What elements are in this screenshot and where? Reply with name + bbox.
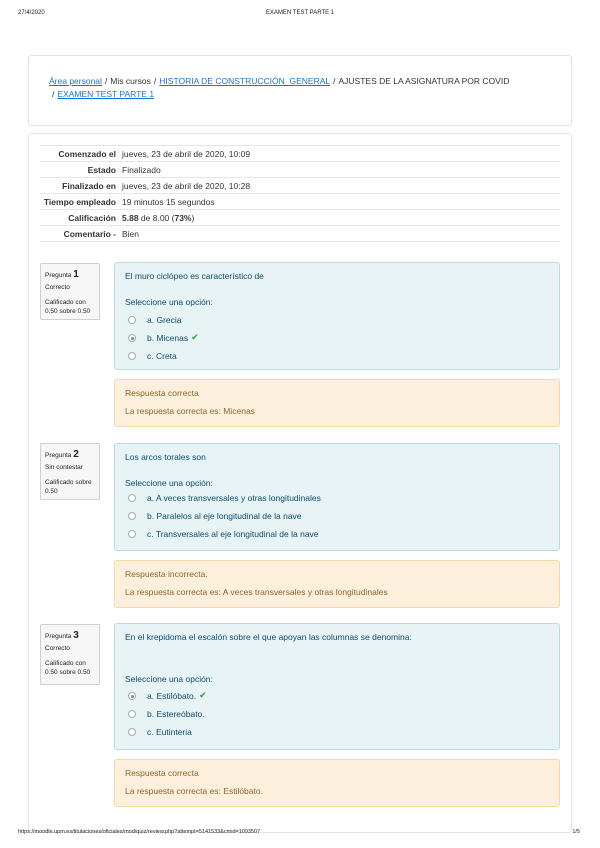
breadcrumb-section: AJUSTES DE LA ASIGNATURA POR COVID [338, 76, 510, 86]
question-feedback-1 [114, 379, 560, 427]
feedback-text: Respuesta incorrecta. [125, 569, 208, 579]
print-footer [0, 829, 600, 841]
print-title: EXAMEN TEST PARTE 1 [265, 10, 335, 16]
summary-value: Bien [122, 229, 140, 239]
answer-prompt: Seleccione una opción: [125, 297, 213, 307]
question-feedback-2 [114, 560, 560, 608]
summary-value: jueves, 23 de abril de 2020, 10:28 [122, 181, 251, 191]
summary-row-comment [40, 225, 560, 242]
attempt-summary [40, 145, 560, 242]
radio-icon[interactable] [128, 352, 136, 360]
print-page-count: 1/5 [572, 829, 580, 835]
question-info-1 [40, 263, 100, 320]
answer-option[interactable]: b. Paralelos al eje longitudinal de la nave [125, 507, 549, 525]
question-text: El muro ciclópeo es característico de [125, 271, 264, 281]
summary-label: Calificación [68, 213, 116, 223]
right-answer: La respuesta correcta es: A veces transversales y otras longitudinales [125, 587, 388, 597]
answer-option[interactable]: a. A veces transversales y otras longitudinales [125, 489, 549, 507]
check-icon: ✔ [191, 333, 199, 343]
print-url: https://moodle.upm.es/titulaciones/oficiales/mod/quiz/review.php?attempt=5141533&cmid=1093507 [18, 829, 261, 835]
right-answer: La respuesta correcta es: Estilóbato. [125, 786, 263, 796]
breadcrumb-separator: / [153, 76, 157, 86]
question-feedback-3 [114, 759, 560, 807]
feedback-text: Respuesta correcta [125, 388, 199, 398]
question-content-3 [114, 623, 560, 750]
question-grade: Calificado con 0.50 sobre 0.50 [45, 299, 91, 315]
grade-percent: 73% [174, 213, 192, 223]
summary-label: Comentario - [63, 229, 116, 239]
summary-row-state [40, 161, 560, 177]
breadcrumb-courses: Mis cursos [110, 76, 151, 86]
right-answer: La respuesta correcta es: Micenas [125, 406, 255, 416]
question-number: Pregunta 1 [45, 269, 79, 280]
radio-icon[interactable] [128, 728, 136, 736]
answer-option[interactable]: c. Transversales al eje longitudinal de la nave [125, 525, 549, 543]
radio-icon[interactable] [128, 710, 136, 718]
answer-option[interactable]: a. Grecia [125, 311, 549, 329]
question-number: Pregunta 3 [45, 630, 79, 641]
summary-row-finished [40, 177, 560, 193]
summary-row-time [40, 193, 560, 209]
question-content-1 [114, 262, 560, 370]
breadcrumb-home-link[interactable]: Área personal [49, 76, 102, 86]
summary-row-grade [40, 209, 560, 225]
question-number: Pregunta 2 [45, 449, 79, 460]
radio-icon[interactable] [128, 530, 136, 538]
breadcrumb-separator: / [52, 89, 55, 99]
summary-row-started [40, 145, 560, 161]
summary-value [122, 212, 560, 225]
breadcrumb-separator: / [104, 76, 108, 86]
question-content-2 [114, 443, 560, 551]
grade-total: de 8.00 ( [138, 213, 175, 223]
question-info-3 [40, 624, 100, 685]
answer-option-selected[interactable]: b. Micenas ✔ [125, 329, 549, 347]
breadcrumb-separator: / [333, 76, 336, 86]
question-state: Correcto [45, 645, 70, 652]
question-grade: Calificado sobre 0.50 [45, 479, 92, 495]
print-header [0, 10, 600, 22]
radio-icon[interactable] [128, 334, 136, 342]
summary-value: 19 minutos 15 segundos [122, 197, 215, 207]
breadcrumb-page-link[interactable]: EXAMEN TEST PARTE 1 [57, 89, 155, 99]
answer-prompt: Seleccione una opción: [125, 478, 213, 488]
print-date: 27/4/2020 [18, 10, 45, 16]
radio-icon[interactable] [128, 692, 136, 700]
question-state: Sin contestar [45, 464, 83, 471]
summary-label: Estado [87, 165, 116, 175]
answer-option[interactable]: c. Creta [125, 347, 549, 365]
radio-icon[interactable] [128, 494, 136, 502]
question-grade: Calificado con 0.50 sobre 0.50 [45, 660, 91, 676]
breadcrumb-course-link[interactable]: HISTORIA DE CONSTRUCCIÓN_GENERAL [159, 76, 331, 86]
summary-label: Finalizado en [62, 181, 116, 191]
answer-option[interactable]: b. Estereóbato. [125, 705, 549, 723]
grade-score: 5.88 [122, 213, 139, 223]
question-text: En el krepidoma el escalón sobre el que apoyan las columnas se denomina: [125, 632, 412, 642]
breadcrumb-card [28, 55, 572, 126]
radio-icon[interactable] [128, 316, 136, 324]
feedback-text: Respuesta correcta [125, 768, 199, 778]
question-text: Los arcos torales son [125, 452, 206, 462]
answer-option[interactable]: c. Eutinteria [125, 723, 549, 741]
summary-label: Comenzado el [58, 149, 116, 159]
check-icon: ✔ [199, 691, 207, 701]
question-state: Correcto [45, 284, 70, 291]
summary-value: Finalizado [122, 165, 161, 175]
radio-icon[interactable] [128, 512, 136, 520]
summary-label: Tiempo empleado [43, 197, 116, 207]
answer-prompt: Seleccione una opción: [125, 674, 213, 684]
question-info-2 [40, 443, 100, 500]
summary-value: jueves, 23 de abril de 2020, 10:09 [122, 149, 251, 159]
breadcrumb [49, 75, 549, 101]
grade-close: ) [191, 213, 195, 223]
answer-option-selected[interactable]: a. Estilóbato. ✔ [125, 687, 549, 705]
